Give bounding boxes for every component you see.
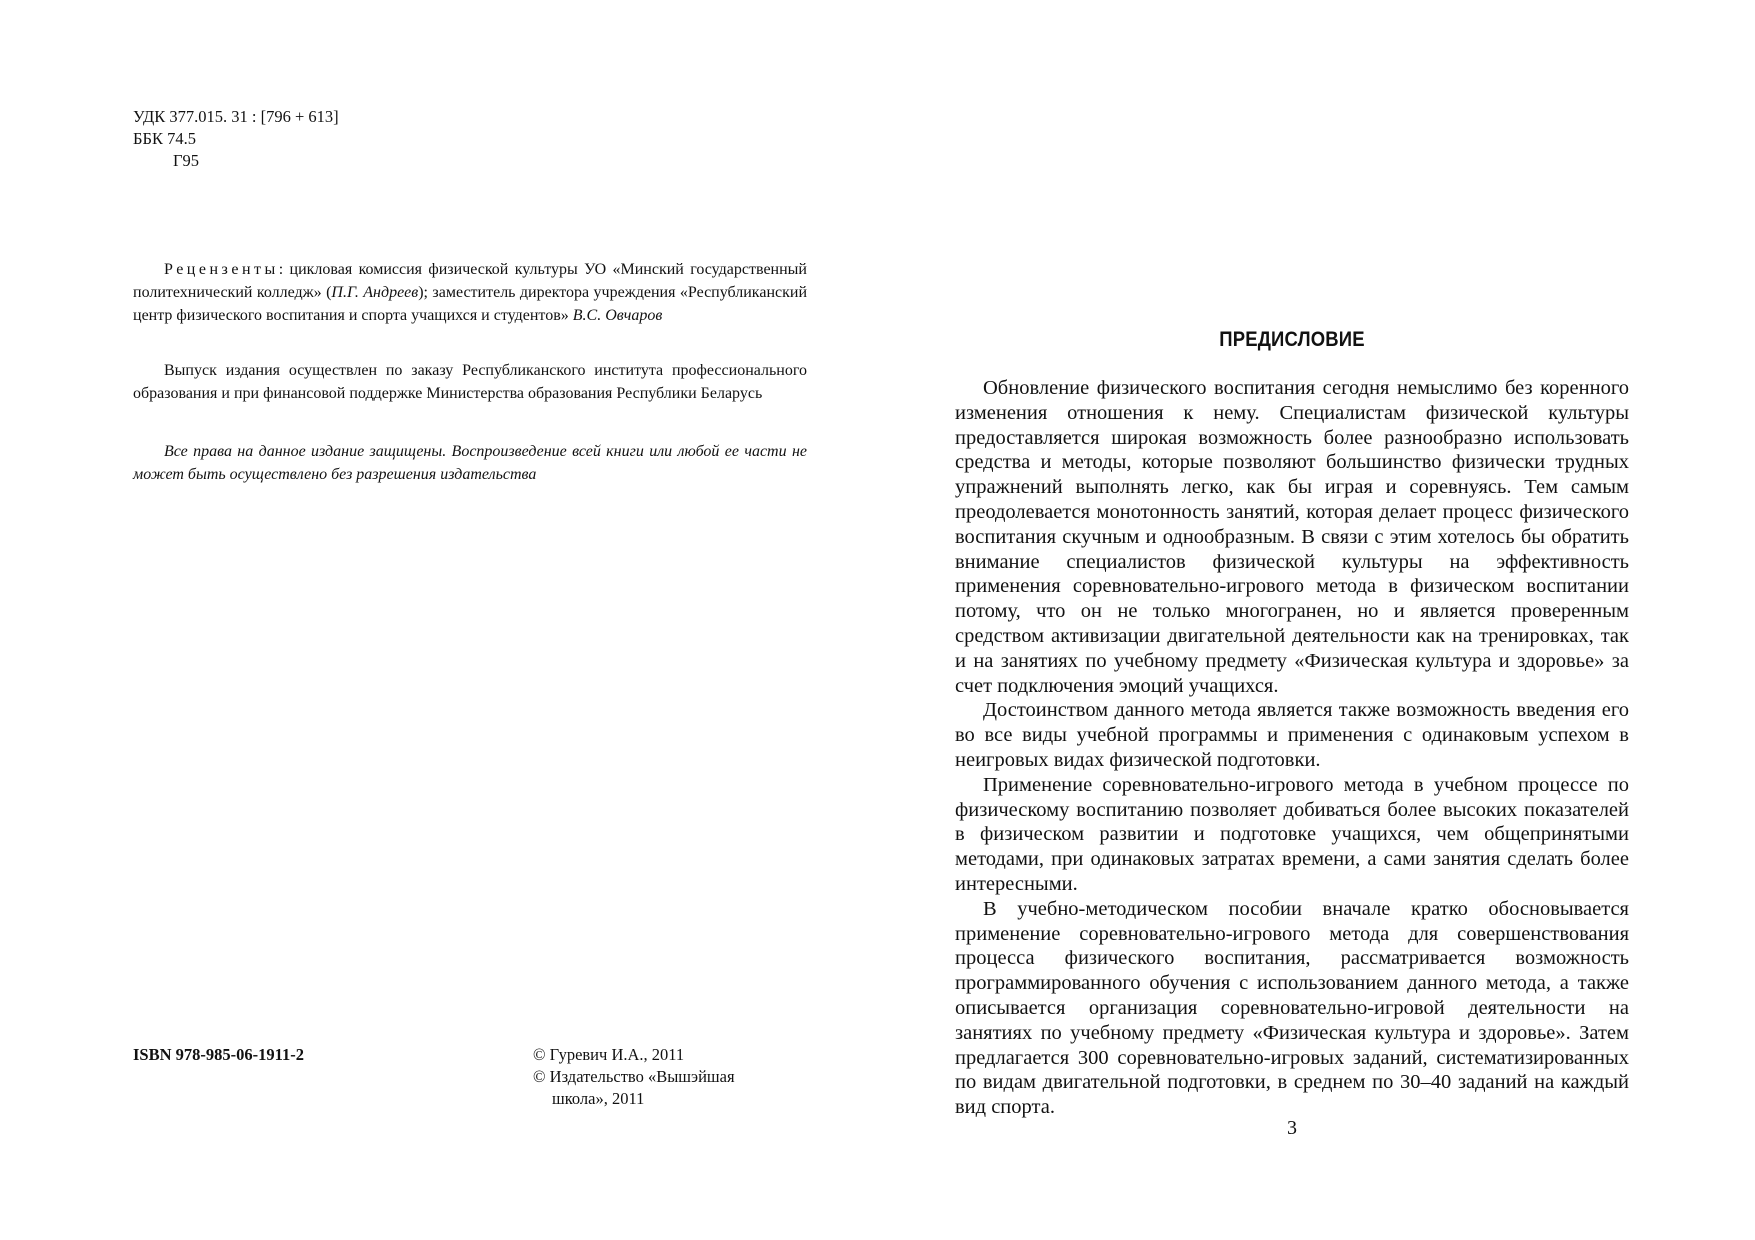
rights-text: Все права на данное издание защищены. Воспроизведение всей книги или любой ее части не может быть осуществлено без разрешения издательства xyxy=(133,443,807,483)
preface-paragraph: Достоинством данного метода является также возможность введения его во все виды учебной программы и применения с одинаковым успехом в неигровых видах физической подготовки. xyxy=(955,699,1629,771)
reviewers-note xyxy=(133,258,807,327)
udc-code: УДК 377.015. 31 : [796 + 613] xyxy=(133,107,339,126)
isbn: ISBN 978-985-06-1911-2 xyxy=(133,1045,304,1064)
preface-paragraph: Применение соревновательно-игрового метода в учебном процессе по физическому воспитанию позволяет добиваться более высоких показателей в физическом развитии и подготовке учащихся, чем общепринятыми методами, при одинаковых затратах времени, а сами занятия сделать более интересными. xyxy=(955,773,1629,895)
copyright-author: © Гуревич И.А., 2011 xyxy=(533,1045,685,1064)
reviewer-name-2: В.С. Овчаров xyxy=(572,307,663,324)
funding-text: Выпуск издания осуществлен по заказу Республиканского института профессионального образования и при финансовой поддержке Министерства образования Республики Беларусь xyxy=(133,362,807,402)
funding-note xyxy=(133,359,807,405)
page-number: 3 xyxy=(1287,1117,1297,1139)
reviewers-text-2: ); заместитель директора учреждения «Республиканский центр физического воспитания и спорта учащихся и студентов» xyxy=(133,284,807,324)
reviewer-name-1: П.Г. Андреев xyxy=(331,284,419,301)
classification-block xyxy=(133,106,339,172)
preface-body xyxy=(955,376,1629,1120)
copyright-block xyxy=(533,1044,773,1110)
author-mark: Г95 xyxy=(173,151,200,170)
preface-title: ПРЕДИСЛОВИЕ xyxy=(1219,328,1365,351)
rights-note xyxy=(133,440,807,486)
preface-paragraph: Обновление физического воспитания сегодня немыслимо без коренного изменения отношения к нему. Специалистам физической культуры предоставляется широкая возможность более разнообразно использовать средства и методы, которые позволяют большинство физически трудных упражнений выполнять легко, как бы играя и соревнуясь. Тем самым преодолевается монотонность занятий, которая делает процесс физического воспитания скучным и однообразным. В связи с этим хотелось бы обратить внимание специалистов физической культуры на эффективность применения соревновательно-игрового метода в физическом воспитании потому, что он не только многогранен, но и является проверенным средством активизации двигательной деятельности как на тренировках, так и на занятиях по учебному предмету «Физическая культура и здоровье» за счет подключения эмоций учащихся. xyxy=(955,377,1629,697)
reviewers-text-1: : цикловая комиссия физической культуры УО «Минский государственный политехнический колледж» ( xyxy=(133,261,807,301)
bbk-code: ББК 74.5 xyxy=(133,129,196,148)
preface-paragraph: В учебно-методическом пособии вначале кратко обосновывается применение соревновательно-игрового метода для совершенствования процесса физического воспитания, рассматривается возможность программированного обучения с использованием данного метода, а также описывается организация соревновательно-игровой деятельности на занятиях по учебному предмету «Физическая культура и здоровье». Затем предлагается 300 соревновательно-игровых заданий, систематизированных по видам двигательной подготовки, в среднем по 30–40 заданий на каждый вид спорта. xyxy=(955,897,1629,1119)
copyright-publisher: © Издательство «Вышэйшая школа», 2011 xyxy=(533,1067,735,1108)
reviewers-label: Рецензенты xyxy=(164,261,279,278)
